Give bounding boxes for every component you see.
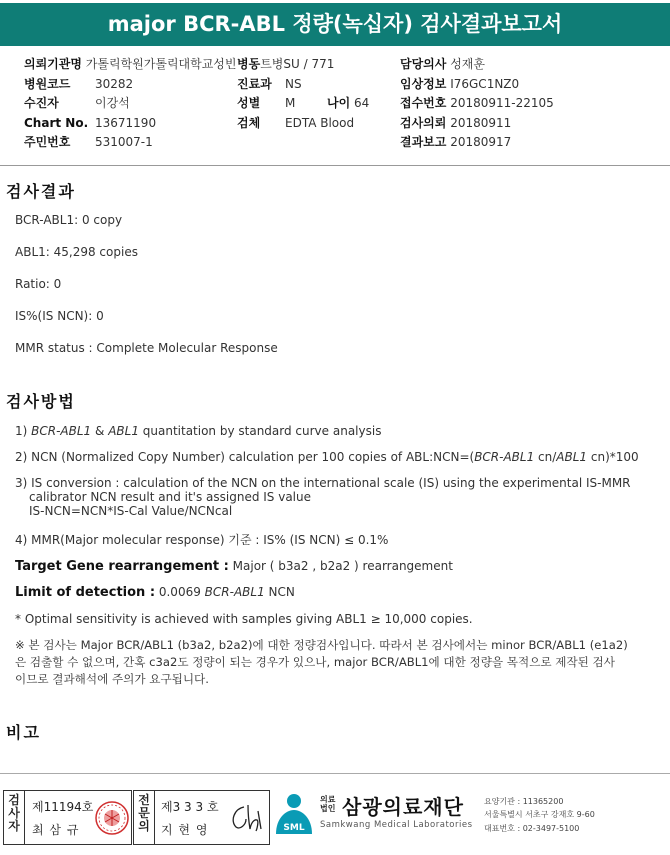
corp-english-name: Samkwang Medical Laboratories	[320, 820, 473, 830]
ward-field: 병동트병SU / 771	[237, 57, 335, 71]
dept-field: 진료과	[237, 77, 272, 91]
header-divider	[0, 165, 670, 166]
specialist-name: 지 현 영	[161, 823, 209, 837]
specimen-field: 검체	[237, 116, 261, 130]
doctor-field: 담당의사 성재훈	[400, 57, 485, 71]
institution-code: 요양기관 : 11365200	[484, 797, 564, 806]
caution-note: ※ 본 검사는 Major BCR/ABL1 (b3a2, b2a2)에 대한 정량검사입니다. 따라서 본 검사에서는 minor BCR/ABL1 (e1a2) 은 검출할 수 없으며, 간혹 c3a2도 정량이 되는 경우가 있으나, major BCR/ABL1에 대한 정량을 목적으로 제작된 검사 이므로 결과해석에 주의가 요구됩니다.	[15, 638, 628, 686]
target-gene: Target Gene rearrangement : Major ( b3a2 , b2a2 ) rearrangement	[15, 559, 453, 574]
result-line: IS%(IS NCN): 0	[15, 309, 104, 323]
sex-value: M	[285, 96, 296, 110]
red-stamp-icon	[94, 799, 130, 837]
signature-icon	[224, 801, 264, 835]
limit-of-detection: Limit of detection : 0.0069 BCR-ABL1 NCN	[15, 585, 295, 600]
clinical-info-field: 임상정보 I76GC1NZ0	[400, 77, 520, 91]
method-heading: 검사방법	[6, 392, 76, 411]
method-item-1: 1) BCR-ABL1 & ABL1 quantitation by standard curve analysis	[15, 424, 382, 438]
result-line: ABL1: 45,298 copies	[15, 245, 138, 259]
age-field: 나이 64	[327, 96, 370, 110]
examiner-license-no: 제11194호	[32, 800, 94, 814]
method-item-4: 4) MMR(Major molecular response) 기준 : IS% (IS NCN) ≤ 0.1%	[15, 533, 389, 547]
remarks-heading: 비고	[6, 723, 41, 742]
request-field: 검사의뢰 20180911	[400, 116, 512, 130]
sml-logo-icon	[272, 792, 316, 840]
report-date-field: 결과보고 20180917	[400, 135, 512, 149]
specialist-signature-box: 전 문 의 제3 3 3 호 지 현 영	[133, 790, 270, 845]
dept-value: NS	[285, 77, 302, 91]
method-item-3: 3) IS conversion : calculation of the NCN on the international scale (IS) using the experimental IS-MMR calibrator NCN result and it's assigned IS value IS-NCN=NCN*IS-Cal Value/NCNcal	[15, 476, 631, 518]
method-item-2: 2) NCN (Normalized Copy Number) calculation per 100 copies of ABL:NCN=(BCR-ABL1 cn/ABL1 cn)*100	[15, 450, 639, 464]
logo-badge-text: SML	[283, 823, 305, 833]
footer-divider	[0, 773, 670, 774]
result-line: Ratio: 0	[15, 277, 62, 291]
sex-field: 성별	[237, 96, 261, 110]
examiner-name: 최 삼 규	[32, 823, 80, 837]
hospital-code-field: 병원코드	[24, 77, 71, 91]
examiner-signature-box: 검 사 자 제11194호 최 삼 규	[3, 790, 132, 845]
result-line: MMR status : Complete Molecular Response	[15, 341, 278, 355]
corp-address: 서울특별시 서초구 강재호 9-60	[484, 810, 595, 819]
specialist-license-no: 제3 3 3 호	[161, 800, 219, 814]
corp-phone: 대표번호 : 02-3497-5100	[484, 824, 580, 833]
results-heading: 검사결과	[6, 182, 76, 201]
specimen-value: EDTA Blood	[285, 116, 355, 130]
result-line: BCR-ABL1: 0 copy	[15, 213, 123, 227]
corp-name: 삼광의료재단	[342, 795, 464, 819]
receipt-field: 접수번호 20180911-22105	[400, 96, 554, 110]
id-value: 531007-1	[95, 135, 153, 149]
report-title: major BCR-ABL 정량(녹십자) 검사결과보고서	[0, 3, 670, 46]
chart-no-value: 13671190	[95, 116, 157, 130]
patient-field: 수진자	[24, 96, 59, 110]
chart-no-field: Chart No.	[24, 116, 89, 130]
patient-value: 이강석	[95, 96, 130, 110]
hospital-code-value: 30282	[95, 77, 134, 91]
corp-type: 의료 법인	[320, 795, 336, 813]
hospital-field: 의뢰기관명 가톨릭학원가톨릭대학교성빈	[24, 57, 237, 71]
optimal-sensitivity-note: * Optimal sensitivity is achieved with samples giving ABL1 ≥ 10,000 copies.	[15, 612, 473, 626]
id-field: 주민번호	[24, 135, 71, 149]
